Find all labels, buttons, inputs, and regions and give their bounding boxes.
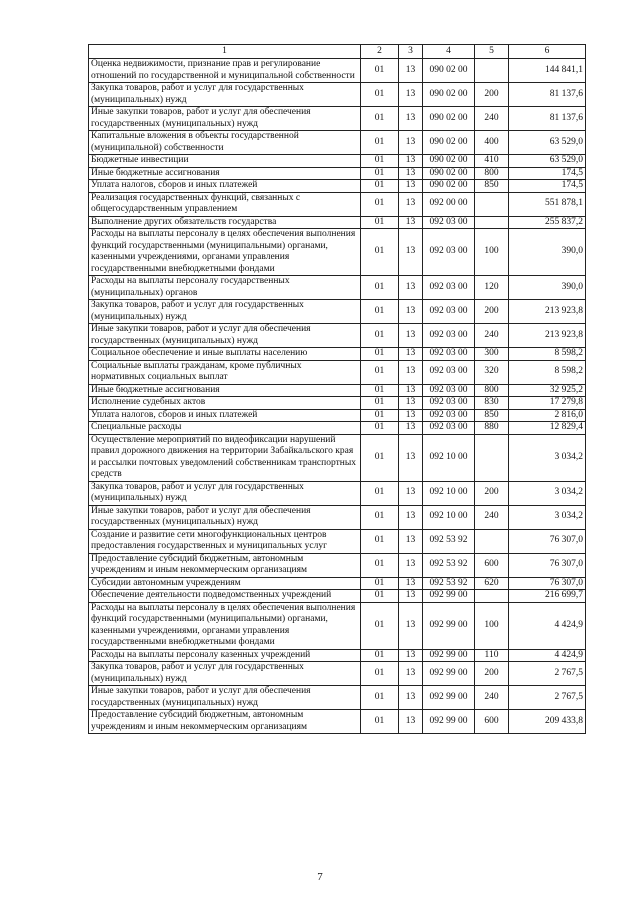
row-section: 01 (361, 180, 399, 193)
row-subsection: 13 (399, 192, 423, 216)
row-section: 01 (361, 481, 399, 505)
row-section: 01 (361, 505, 399, 529)
table-row (89, 481, 586, 505)
row-expense-type: 880 (475, 422, 509, 435)
table-row (89, 348, 586, 361)
row-section: 01 (361, 602, 399, 649)
row-name: Специальные расходы (89, 422, 361, 435)
row-target-article: 090 02 00 (423, 131, 475, 155)
row-section: 01 (361, 131, 399, 155)
row-name: Обеспечение деятельности подведомственных учреждений (89, 590, 361, 603)
row-target-article: 092 99 00 (423, 710, 475, 734)
row-section: 01 (361, 59, 399, 83)
row-amount: 551 878,1 (509, 192, 586, 216)
row-target-article: 090 02 00 (423, 155, 475, 168)
row-subsection: 13 (399, 348, 423, 361)
row-subsection: 13 (399, 481, 423, 505)
row-amount: 144 841,1 (509, 59, 586, 83)
row-expense-type: 240 (475, 107, 509, 131)
row-expense-type: 200 (475, 662, 509, 686)
row-section: 01 (361, 409, 399, 422)
table-row (89, 131, 586, 155)
row-amount: 81 137,6 (509, 107, 586, 131)
row-expense-type (475, 192, 509, 216)
row-amount: 63 529,0 (509, 155, 586, 168)
row-name: Расходы на выплаты персоналу государственных (муниципальных) органов (89, 276, 361, 300)
row-name: Иные закупки товаров, работ и услуг для обеспечения государственных (муниципальных) нужд (89, 107, 361, 131)
row-name: Уплата налогов, сборов и иных платежей (89, 180, 361, 193)
row-subsection: 13 (399, 216, 423, 229)
row-name: Предоставление субсидий бюджетным, автономным учреждениям и иным некоммерческим организациям (89, 553, 361, 577)
row-name: Выполнение других обязательств государства (89, 216, 361, 229)
row-amount: 3 034,2 (509, 481, 586, 505)
row-subsection: 13 (399, 384, 423, 397)
table-row (89, 602, 586, 649)
row-section: 01 (361, 300, 399, 324)
row-subsection: 13 (399, 409, 423, 422)
row-section: 01 (361, 107, 399, 131)
row-target-article: 092 53 92 (423, 529, 475, 553)
header-col-3: 3 (399, 45, 423, 59)
row-expense-type: 850 (475, 409, 509, 422)
row-amount: 174,5 (509, 180, 586, 193)
row-section: 01 (361, 686, 399, 710)
row-name: Закупка товаров, работ и услуг для государственных (муниципальных) нужд (89, 300, 361, 324)
row-amount: 4 424,9 (509, 649, 586, 662)
row-target-article: 092 99 00 (423, 590, 475, 603)
header-col-1: 1 (89, 45, 361, 59)
row-section: 01 (361, 216, 399, 229)
row-target-article: 092 03 00 (423, 276, 475, 300)
row-expense-type: 600 (475, 553, 509, 577)
row-amount: 3 034,2 (509, 434, 586, 481)
row-target-article: 092 53 92 (423, 577, 475, 590)
row-expense-type: 120 (475, 276, 509, 300)
row-name: Реализация государственных функций, связанных с общегосударственным управлением (89, 192, 361, 216)
table-row (89, 384, 586, 397)
row-name: Уплата налогов, сборов и иных платежей (89, 409, 361, 422)
row-amount: 2 767,5 (509, 662, 586, 686)
row-expense-type (475, 529, 509, 553)
row-name: Социальные выплаты гражданам, кроме публичных нормативных социальных выплат (89, 360, 361, 384)
table-row (89, 409, 586, 422)
row-expense-type: 200 (475, 300, 509, 324)
row-name: Создание и развитие сети многофункциональных центров предоставления государственных и муниципальных услуг (89, 529, 361, 553)
row-subsection: 13 (399, 602, 423, 649)
row-amount: 63 529,0 (509, 131, 586, 155)
row-target-article: 092 03 00 (423, 409, 475, 422)
row-name: Субсидии автономным учреждениям (89, 577, 361, 590)
row-name: Иные закупки товаров, работ и услуг для обеспечения государственных (муниципальных) нужд (89, 686, 361, 710)
table-row (89, 649, 586, 662)
row-expense-type: 600 (475, 710, 509, 734)
row-amount: 76 307,0 (509, 529, 586, 553)
row-target-article: 092 03 00 (423, 300, 475, 324)
row-section: 01 (361, 83, 399, 107)
row-target-article: 092 10 00 (423, 434, 475, 481)
row-name: Иные бюджетные ассигнования (89, 384, 361, 397)
row-section: 01 (361, 192, 399, 216)
row-expense-type: 300 (475, 348, 509, 361)
table-row (89, 107, 586, 131)
row-target-article: 092 10 00 (423, 505, 475, 529)
row-section: 01 (361, 384, 399, 397)
row-expense-type: 240 (475, 324, 509, 348)
row-expense-type: 100 (475, 229, 509, 276)
row-section: 01 (361, 360, 399, 384)
table-row (89, 397, 586, 410)
row-subsection: 13 (399, 590, 423, 603)
row-target-article: 092 53 92 (423, 553, 475, 577)
row-subsection: 13 (399, 434, 423, 481)
row-amount: 32 925,2 (509, 384, 586, 397)
row-name: Капитальные вложения в объекты государственной (муниципальной) собственности (89, 131, 361, 155)
table-row (89, 422, 586, 435)
row-subsection: 13 (399, 83, 423, 107)
header-col-4: 4 (423, 45, 475, 59)
row-section: 01 (361, 710, 399, 734)
row-section: 01 (361, 276, 399, 300)
row-name: Иные закупки товаров, работ и услуг для обеспечения государственных (муниципальных) нужд (89, 505, 361, 529)
row-amount: 2 816,0 (509, 409, 586, 422)
page-number: 7 (317, 871, 323, 883)
budget-table (88, 44, 586, 734)
row-name: Закупка товаров, работ и услуг для государственных (муниципальных) нужд (89, 662, 361, 686)
row-section: 01 (361, 590, 399, 603)
table-row (89, 276, 586, 300)
row-section: 01 (361, 155, 399, 168)
row-expense-type: 100 (475, 602, 509, 649)
table-row (89, 529, 586, 553)
row-target-article: 090 02 00 (423, 83, 475, 107)
row-target-article: 092 03 00 (423, 397, 475, 410)
row-subsection: 13 (399, 300, 423, 324)
row-subsection: 13 (399, 577, 423, 590)
row-section: 01 (361, 577, 399, 590)
row-expense-type: 800 (475, 167, 509, 180)
row-subsection: 13 (399, 180, 423, 193)
row-subsection: 13 (399, 107, 423, 131)
row-name: Предоставление субсидий бюджетным, автономным учреждениям и иным некоммерческим организациям (89, 710, 361, 734)
row-amount: 255 837,2 (509, 216, 586, 229)
row-name: Социальное обеспечение и иные выплаты населению (89, 348, 361, 361)
row-amount: 216 699,7 (509, 590, 586, 603)
row-target-article: 092 03 00 (423, 216, 475, 229)
table-body (89, 59, 586, 734)
row-target-article: 092 99 00 (423, 662, 475, 686)
row-expense-type: 830 (475, 397, 509, 410)
row-target-article: 092 10 00 (423, 481, 475, 505)
row-expense-type: 400 (475, 131, 509, 155)
row-target-article: 090 02 00 (423, 180, 475, 193)
table-row (89, 505, 586, 529)
row-subsection: 13 (399, 397, 423, 410)
row-subsection: 13 (399, 360, 423, 384)
row-subsection: 13 (399, 686, 423, 710)
row-expense-type: 410 (475, 155, 509, 168)
row-name: Иные бюджетные ассигнования (89, 167, 361, 180)
row-expense-type (475, 216, 509, 229)
table-row (89, 710, 586, 734)
row-subsection: 13 (399, 529, 423, 553)
row-amount: 12 829,4 (509, 422, 586, 435)
row-target-article: 092 99 00 (423, 686, 475, 710)
row-section: 01 (361, 553, 399, 577)
row-name: Расходы на выплаты персоналу в целях обеспечения выполнения функций государственными (муниципальными) органами, казенными учреждениями, органами управления государственными внебюджетными фондами (89, 229, 361, 276)
row-amount: 213 923,8 (509, 300, 586, 324)
row-amount: 2 767,5 (509, 686, 586, 710)
row-section: 01 (361, 434, 399, 481)
row-expense-type: 240 (475, 505, 509, 529)
row-amount: 8 598,2 (509, 348, 586, 361)
table-row (89, 83, 586, 107)
row-name: Бюджетные инвестиции (89, 155, 361, 168)
row-expense-type: 200 (475, 83, 509, 107)
row-subsection: 13 (399, 131, 423, 155)
header-col-5: 5 (475, 45, 509, 59)
table-row (89, 577, 586, 590)
row-target-article: 092 03 00 (423, 384, 475, 397)
row-section: 01 (361, 348, 399, 361)
table-row (89, 553, 586, 577)
row-target-article: 092 03 00 (423, 229, 475, 276)
row-subsection: 13 (399, 167, 423, 180)
row-subsection: 13 (399, 662, 423, 686)
row-section: 01 (361, 649, 399, 662)
table-row (89, 686, 586, 710)
row-subsection: 13 (399, 155, 423, 168)
row-amount: 390,0 (509, 229, 586, 276)
row-target-article: 092 99 00 (423, 649, 475, 662)
row-target-article: 092 00 00 (423, 192, 475, 216)
row-target-article: 092 03 00 (423, 360, 475, 384)
table-row (89, 662, 586, 686)
row-subsection: 13 (399, 649, 423, 662)
table-row (89, 229, 586, 276)
row-name: Закупка товаров, работ и услуг для государственных (муниципальных) нужд (89, 481, 361, 505)
table-row (89, 590, 586, 603)
table-header-row (89, 45, 586, 59)
row-name: Иные закупки товаров, работ и услуг для обеспечения государственных (муниципальных) нужд (89, 324, 361, 348)
header-col-6: 6 (509, 45, 586, 59)
row-subsection: 13 (399, 229, 423, 276)
row-subsection: 13 (399, 59, 423, 83)
row-target-article: 092 03 00 (423, 348, 475, 361)
row-amount: 8 598,2 (509, 360, 586, 384)
row-subsection: 13 (399, 276, 423, 300)
row-amount: 174,5 (509, 167, 586, 180)
row-section: 01 (361, 324, 399, 348)
table-row (89, 155, 586, 168)
row-amount: 209 433,8 (509, 710, 586, 734)
table-row (89, 216, 586, 229)
header-col-2: 2 (361, 45, 399, 59)
row-section: 01 (361, 662, 399, 686)
row-name: Расходы на выплаты персоналу в целях обеспечения выполнения функций государственными (муниципальными) органами, казенными учреждениями, органами управления государственными внебюджетными фондами (89, 602, 361, 649)
table-row (89, 360, 586, 384)
row-target-article: 090 02 00 (423, 107, 475, 131)
row-target-article: 092 99 00 (423, 602, 475, 649)
row-name: Осуществление мероприятий по видеофиксации нарушений правил дорожного движения на территории Забайкальского края и рассылки почтовых уведомлений собственникам транспортных средств (89, 434, 361, 481)
row-amount: 76 307,0 (509, 553, 586, 577)
table-row (89, 167, 586, 180)
row-subsection: 13 (399, 710, 423, 734)
row-amount: 76 307,0 (509, 577, 586, 590)
table-row (89, 59, 586, 83)
row-name: Расходы на выплаты персоналу казенных учреждений (89, 649, 361, 662)
row-amount: 17 279,8 (509, 397, 586, 410)
row-target-article: 090 02 00 (423, 167, 475, 180)
table-row (89, 434, 586, 481)
table-row (89, 192, 586, 216)
row-amount: 3 034,2 (509, 505, 586, 529)
row-expense-type: 800 (475, 384, 509, 397)
row-expense-type (475, 434, 509, 481)
row-target-article: 092 03 00 (423, 422, 475, 435)
row-section: 01 (361, 529, 399, 553)
row-expense-type (475, 590, 509, 603)
row-target-article: 090 02 00 (423, 59, 475, 83)
row-expense-type: 320 (475, 360, 509, 384)
table-row (89, 324, 586, 348)
row-name: Исполнение судебных актов (89, 397, 361, 410)
row-expense-type: 200 (475, 481, 509, 505)
row-subsection: 13 (399, 553, 423, 577)
row-name: Оценка недвижимости, признание прав и регулирование отношений по государственной и муниципальной собственности (89, 59, 361, 83)
row-amount: 4 424,9 (509, 602, 586, 649)
row-subsection: 13 (399, 422, 423, 435)
row-section: 01 (361, 229, 399, 276)
row-expense-type: 110 (475, 649, 509, 662)
row-amount: 81 137,6 (509, 83, 586, 107)
row-section: 01 (361, 167, 399, 180)
row-subsection: 13 (399, 324, 423, 348)
row-section: 01 (361, 397, 399, 410)
row-name: Закупка товаров, работ и услуг для государственных (муниципальных) нужд (89, 83, 361, 107)
row-expense-type: 850 (475, 180, 509, 193)
row-expense-type: 620 (475, 577, 509, 590)
table-row (89, 180, 586, 193)
row-amount: 390,0 (509, 276, 586, 300)
row-target-article: 092 03 00 (423, 324, 475, 348)
row-amount: 213 923,8 (509, 324, 586, 348)
row-expense-type: 240 (475, 686, 509, 710)
table-row (89, 300, 586, 324)
row-expense-type (475, 59, 509, 83)
row-subsection: 13 (399, 505, 423, 529)
row-section: 01 (361, 422, 399, 435)
